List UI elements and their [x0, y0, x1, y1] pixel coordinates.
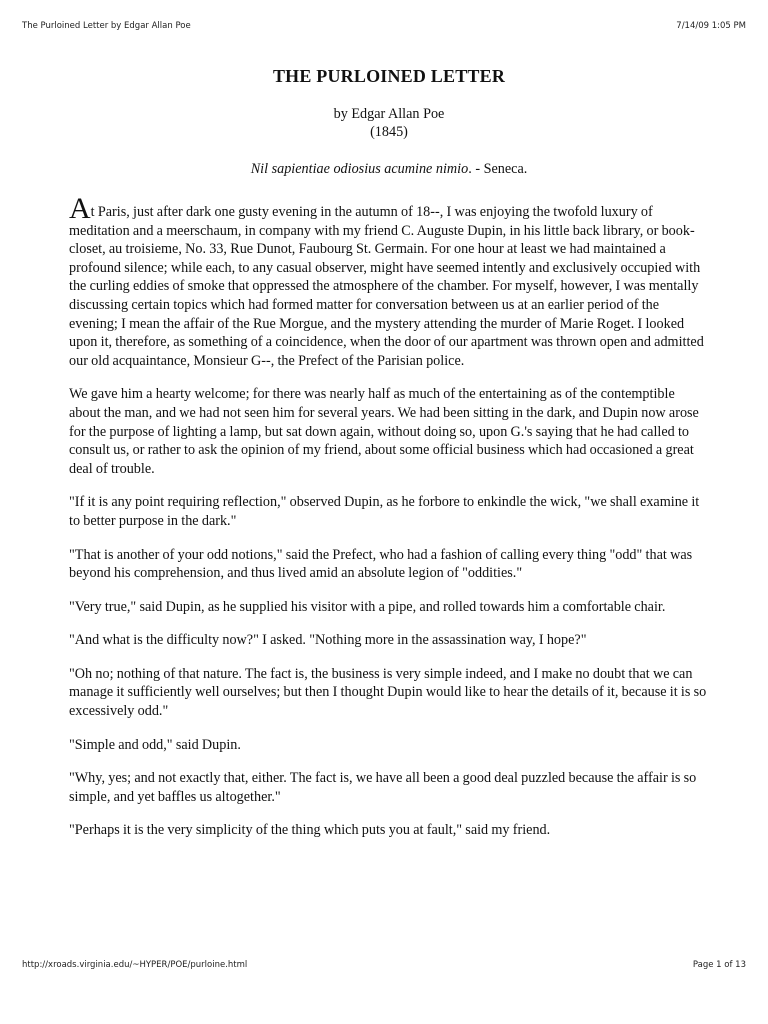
page-title: THE PURLOINED LETTER: [272, 66, 506, 86]
opening-paragraph-text: t Paris, just after dark one gusty evening in the autumn of 18--, I was enjoying the twofold luxury of meditation and a meerschaum, in company with my friend C. Auguste Dupin, in his little back library, or book-closet, au troisieme, No. 33, Rue Dunot, Faubourg St. Germain. For one hour at least we had maintained a profound silence; while each, to any casual observer, might have seemed intently and exclusively occupied with the curling eddies of smoke that oppressed the atmosphere of the chamber. For myself, however, I was mentally discussing certain topics which had formed matter for conversation between us at an earlier period of the evening; I mean the affair of the Rue Morgue, and the mystery attending the murder of Marie Roget. I looked upon it, therefore, as something of a coincidence, when the door of our apartment was thrown open and admitted our old acquaintance, Monsieur G--, the Prefect of the Parisian police.: [69, 204, 704, 369]
year-line: (1845): [370, 124, 408, 140]
paragraph: We gave him a hearty welcome; for there was nearly half as much of the entertaining as of the contemptible about the man, and we had not seen him for several years. We had been sitting in the dark, and Dupin now arose for the purpose of lighting a lamp, but sat down again, without doing so, upon G.'s saying that he had called to consult us, or rather to ask the opinion of my friend, about some official business which had occasioned a great deal of trouble.: [69, 386, 699, 477]
epigraph-attribution: - Seneca.: [471, 161, 528, 177]
byline: [69, 105, 709, 141]
author-line: by Edgar Allan Poe: [333, 106, 445, 122]
epigraph: [69, 161, 709, 178]
source-url-link[interactable]: http://xroads.virginia.edu/~HYPER/POE/purloine.html: [22, 960, 248, 970]
opening-paragraph: [69, 192, 709, 370]
header-document-title: The Purloined Letter by Edgar Allan Poe: [22, 21, 191, 31]
drop-cap-initial: A: [69, 192, 91, 225]
header-timestamp: 7/14/09 1:05 PM: [676, 21, 746, 31]
page-number: Page 1 of 13: [692, 960, 746, 970]
epigraph-quote: Nil sapientiae odiosius acumine nimio: [250, 161, 469, 177]
paragraph: "Oh no; nothing of that nature. The fact is, the business is very simple indeed, and I make no doubt that we can manage it sufficiently well ourselves; but then I thought Dupin would like to hear the details of it, because it is so excessively odd.": [69, 665, 707, 720]
paragraph: "If it is any point requiring reflection," observed Dupin, as he forbore to enkindle the wick, "we shall examine it to better purpose in the dark.": [69, 494, 700, 529]
paragraph: "Very true," said Dupin, as he supplied his visitor with a pipe, and rolled towards him a comfortable chair.: [69, 598, 666, 615]
document-body: [69, 66, 709, 855]
paragraph: "Perhaps it is the very simplicity of the thing which puts you at fault," said my friend.: [69, 822, 551, 839]
paragraph: "Simple and odd," said Dupin.: [69, 736, 241, 753]
story-text: [69, 192, 709, 840]
print-header: [22, 21, 746, 31]
print-footer: [22, 960, 746, 970]
paragraph: "That is another of your odd notions," said the Prefect, who had a fashion of calling every thing "odd" that was beyond his comprehension, and thus lived amid an absolute legion of "oddities.": [69, 546, 693, 582]
paragraph: "Why, yes; and not exactly that, either. The fact is, we have all been a good deal puzzled because the affair is so simple, and yet baffles us altogether.": [69, 770, 697, 805]
paragraph: "And what is the difficulty now?" I asked. "Nothing more in the assassination way, I hope?": [69, 632, 587, 649]
epigraph-dot: .: [468, 161, 472, 177]
